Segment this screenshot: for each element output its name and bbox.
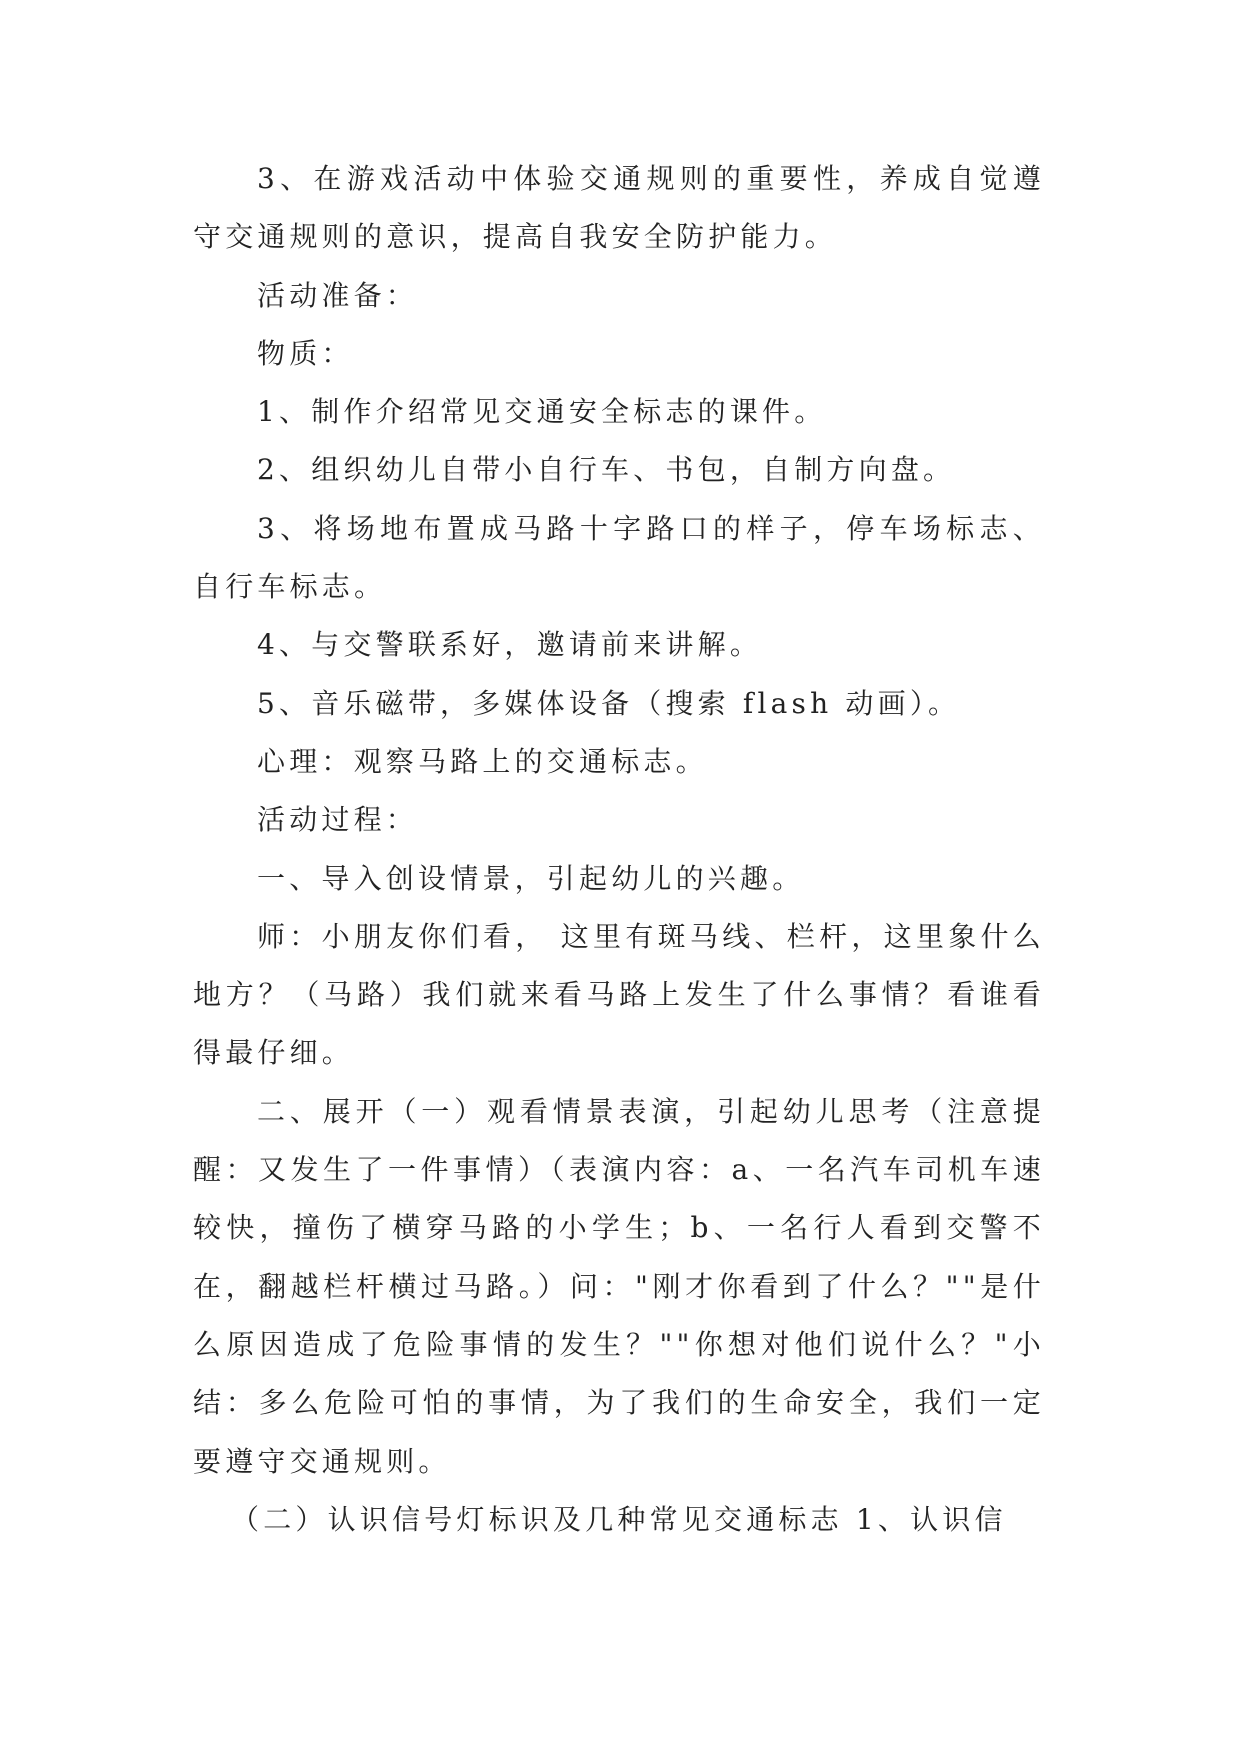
paragraph-step-2: 二、展开（一）观看情景表演，引起幼儿思考（注意提醒：又发生了一件事情）（表演内容：a、一名汽车司机车速较快，撞伤了横穿马路的小学生；b、一名行人看到交警不在，翻越栏杆横过马路。）问："刚才你看到了什么？""是什么原因造成了危险事情的发生？""你想对他们说什么？"小结：多么危险可怕的事情，为了我们的生命安全，我们一定要遵守交通规则。	[193, 1094, 1045, 1478]
heading-materials: 物质：	[257, 336, 354, 370]
paragraph-psychology: 心理：观察马路上的交通标志。	[257, 744, 708, 778]
list-item-material-5: 5、音乐磁带，多媒体设备（搜索 flash 动画）。	[257, 686, 961, 720]
paragraph-step-1: 一、导入创设情景，引起幼儿的兴趣。	[257, 861, 805, 895]
heading-activity-preparation: 活动准备：	[257, 278, 419, 312]
paragraph-goal-3: 3、在游戏活动中体验交通规则的重要性，养成自觉遵守交通规则的意识，提高自我安全防护能力。	[193, 162, 1045, 254]
heading-activity-process: 活动过程：	[257, 803, 419, 837]
list-item-material-1: 1、制作介绍常见交通安全标志的课件。	[257, 395, 827, 429]
list-item-material-3: 3、将场地布置成马路十字路口的样子，停车场标志、自行车标志。	[193, 511, 1045, 604]
list-item-material-2: 2、组织幼儿自带小自行车、书包，自制方向盘。	[257, 453, 956, 487]
document-body	[193, 150, 1045, 1549]
list-item-material-4: 4、与交警联系好，邀请前来讲解。	[257, 628, 763, 662]
paragraph-step-2-sub: （二）认识信号灯标识及几种常见交通标志 1、认识信	[231, 1502, 1007, 1536]
paragraph-teacher-dialogue: 师：小朋友你们看， 这里有斑马线、栏杆，这里象什么地方？（马路）我们就来看马路上发生了什么事情？看谁看得最仔细。	[193, 919, 1045, 1070]
